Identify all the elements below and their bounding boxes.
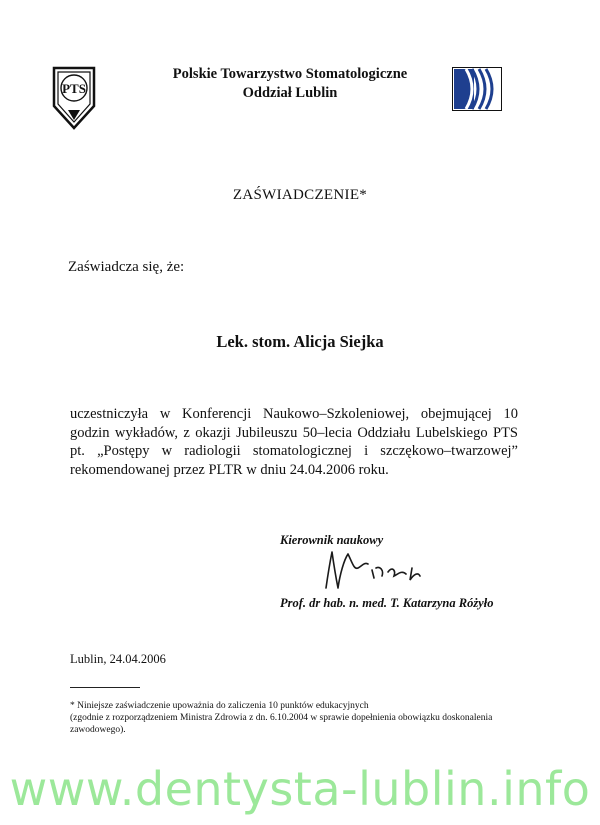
signatory-name: Prof. dr hab. n. med. T. Katarzyna Różyło xyxy=(280,596,494,610)
lead-text: Zaświadcza się, że: xyxy=(68,259,185,275)
pts-logo xyxy=(52,66,96,130)
footnote-line-2: (zgodnie z rozporządzeniem Ministra Zdrowia z dn. 6.10.2004 w sprawie dopełnienia obowiązku doskonalenia zawodowego). xyxy=(70,713,493,735)
footnote-line-1: * Niniejsze zaświadczenie upoważnia do zaliczenia 10 punktów edukacyjnych xyxy=(70,701,369,711)
signatory-role: Kierownik naukowy xyxy=(280,533,384,547)
footnote xyxy=(70,700,540,736)
watermark: www.dentysta-lublin.info xyxy=(9,762,591,816)
handwritten-signature xyxy=(318,544,438,594)
document-title: ZAŚWIADCZENIE* xyxy=(232,187,368,203)
arcs-logo xyxy=(452,67,502,111)
place-date: Lublin, 24.04.2006 xyxy=(70,652,166,666)
org-branch: Oddział Lublin xyxy=(242,85,338,101)
footnote-divider xyxy=(70,687,140,688)
certificate-body: uczestniczyła w Konferencji Naukowo–Szkoleniowej, obejmującej 10 godzin wykładów, z okazji Jubileuszu 50–lecia Oddziału Lubelskiego PTS pt. „Postępy w radiologii stomatologicznej i szczękowo–twarzowej” rekomendowanej przez PLTR w dniu 24.04.2006 roku. xyxy=(70,406,518,478)
org-name: Polskie Towarzystwo Stomatologiczne xyxy=(172,66,408,82)
recipient-name: Lek. stom. Alicja Siejka xyxy=(216,332,384,351)
pts-logo-text: PTS xyxy=(62,81,86,96)
